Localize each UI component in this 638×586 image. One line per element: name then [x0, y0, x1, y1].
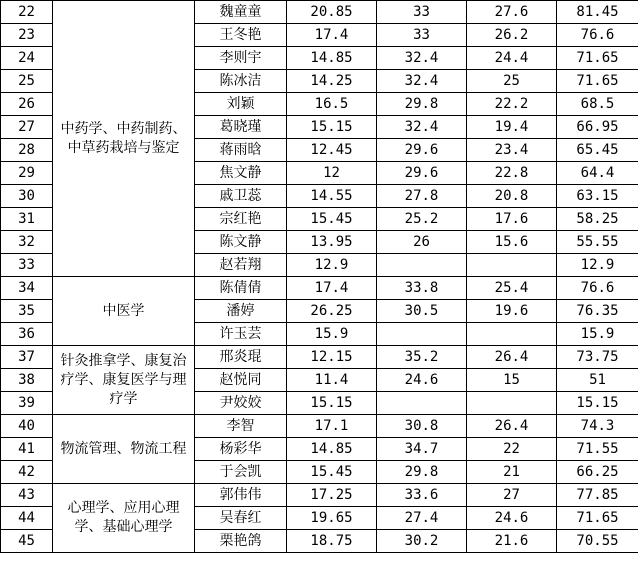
- score2-cell: 32.4: [377, 47, 467, 70]
- score2-cell: 27.8: [377, 185, 467, 208]
- score3-cell: 21.6: [467, 530, 557, 553]
- name-cell: 陈文静: [195, 231, 287, 254]
- score3-cell: 22.2: [467, 93, 557, 116]
- name-cell: 邢炎琨: [195, 346, 287, 369]
- row-number-cell: 33: [1, 254, 53, 277]
- total-cell: 71.65: [557, 47, 638, 70]
- name-cell: 赵若翔: [195, 254, 287, 277]
- score1-cell: 17.4: [287, 277, 377, 300]
- score1-cell: 17.25: [287, 484, 377, 507]
- score2-cell: 24.6: [377, 369, 467, 392]
- score1-cell: 14.55: [287, 185, 377, 208]
- score1-cell: 15.15: [287, 392, 377, 415]
- row-number-cell: 40: [1, 415, 53, 438]
- score2-cell: 30.8: [377, 415, 467, 438]
- row-number-cell: 26: [1, 93, 53, 116]
- score3-cell: [467, 323, 557, 346]
- score3-cell: 21: [467, 461, 557, 484]
- row-number-cell: 29: [1, 162, 53, 185]
- score3-cell: 26.4: [467, 415, 557, 438]
- score2-cell: 35.2: [377, 346, 467, 369]
- row-number-cell: 25: [1, 70, 53, 93]
- row-number-cell: 27: [1, 116, 53, 139]
- row-number-cell: 45: [1, 530, 53, 553]
- total-cell: 71.55: [557, 438, 638, 461]
- row-number-cell: 22: [1, 1, 53, 24]
- total-cell: 55.55: [557, 231, 638, 254]
- score2-cell: 32.4: [377, 70, 467, 93]
- row-number-cell: 35: [1, 300, 53, 323]
- score2-cell: 29.6: [377, 139, 467, 162]
- total-cell: 71.65: [557, 70, 638, 93]
- score1-cell: 15.45: [287, 461, 377, 484]
- name-cell: 焦文静: [195, 162, 287, 185]
- name-cell: 尹姣姣: [195, 392, 287, 415]
- name-cell: 王冬艳: [195, 24, 287, 47]
- score3-cell: 27: [467, 484, 557, 507]
- table-body: [1, 1, 638, 553]
- score3-cell: 17.6: [467, 208, 557, 231]
- score1-cell: 15.45: [287, 208, 377, 231]
- score2-cell: 29.8: [377, 93, 467, 116]
- name-cell: 郭伟伟: [195, 484, 287, 507]
- row-number-cell: 30: [1, 185, 53, 208]
- name-cell: 戚卫蕊: [195, 185, 287, 208]
- name-cell: 潘婷: [195, 300, 287, 323]
- total-cell: 81.45: [557, 1, 638, 24]
- major-cell: 中药学、中药制药、中草药栽培与鉴定: [53, 1, 195, 277]
- name-cell: 吴春红: [195, 507, 287, 530]
- score2-cell: 33.8: [377, 277, 467, 300]
- score1-cell: 15.15: [287, 116, 377, 139]
- score1-cell: 14.85: [287, 438, 377, 461]
- score3-cell: 19.6: [467, 300, 557, 323]
- row-number-cell: 28: [1, 139, 53, 162]
- score1-cell: 12.15: [287, 346, 377, 369]
- score2-cell: 29.6: [377, 162, 467, 185]
- score2-cell: 26: [377, 231, 467, 254]
- score1-cell: 16.5: [287, 93, 377, 116]
- score2-cell: 34.7: [377, 438, 467, 461]
- name-cell: 李则宇: [195, 47, 287, 70]
- major-cell: 物流管理、物流工程: [53, 415, 195, 484]
- row-number-cell: 41: [1, 438, 53, 461]
- name-cell: 陈倩倩: [195, 277, 287, 300]
- score3-cell: 26.4: [467, 346, 557, 369]
- row-number-cell: 23: [1, 24, 53, 47]
- score3-cell: [467, 254, 557, 277]
- score1-cell: 12.9: [287, 254, 377, 277]
- score2-cell: [377, 254, 467, 277]
- row-number-cell: 32: [1, 231, 53, 254]
- table-row: [1, 346, 638, 369]
- score2-cell: 33: [377, 24, 467, 47]
- score2-cell: [377, 392, 467, 415]
- name-cell: 赵悦同: [195, 369, 287, 392]
- total-cell: 76.6: [557, 24, 638, 47]
- total-cell: 68.5: [557, 93, 638, 116]
- score1-cell: 11.4: [287, 369, 377, 392]
- score3-cell: 15.6: [467, 231, 557, 254]
- name-cell: 刘颖: [195, 93, 287, 116]
- score2-cell: 27.4: [377, 507, 467, 530]
- name-cell: 宗红艳: [195, 208, 287, 231]
- score1-cell: 13.95: [287, 231, 377, 254]
- score1-cell: 19.65: [287, 507, 377, 530]
- score3-cell: 27.6: [467, 1, 557, 24]
- row-number-cell: 34: [1, 277, 53, 300]
- major-cell: 中医学: [53, 277, 195, 346]
- score3-cell: 25: [467, 70, 557, 93]
- row-number-cell: 39: [1, 392, 53, 415]
- row-number-cell: 37: [1, 346, 53, 369]
- table-row: [1, 1, 638, 24]
- score2-cell: 33: [377, 1, 467, 24]
- score2-cell: 25.2: [377, 208, 467, 231]
- row-number-cell: 43: [1, 484, 53, 507]
- total-cell: 74.3: [557, 415, 638, 438]
- row-number-cell: 24: [1, 47, 53, 70]
- table-row: [1, 277, 638, 300]
- total-cell: 70.55: [557, 530, 638, 553]
- total-cell: 73.75: [557, 346, 638, 369]
- score3-cell: 23.4: [467, 139, 557, 162]
- score2-cell: [377, 323, 467, 346]
- name-cell: 魏童童: [195, 1, 287, 24]
- name-cell: 蒋雨晗: [195, 139, 287, 162]
- major-cell: 心理学、应用心理学、基础心理学: [53, 484, 195, 553]
- score1-cell: 17.1: [287, 415, 377, 438]
- total-cell: 12.9: [557, 254, 638, 277]
- total-cell: 77.85: [557, 484, 638, 507]
- score1-cell: 12: [287, 162, 377, 185]
- score2-cell: 29.8: [377, 461, 467, 484]
- score1-cell: 14.25: [287, 70, 377, 93]
- score1-cell: 18.75: [287, 530, 377, 553]
- score1-cell: 14.85: [287, 47, 377, 70]
- score1-cell: 15.9: [287, 323, 377, 346]
- score3-cell: 26.2: [467, 24, 557, 47]
- score3-cell: 15: [467, 369, 557, 392]
- row-number-cell: 31: [1, 208, 53, 231]
- table-row: [1, 415, 638, 438]
- total-cell: 66.25: [557, 461, 638, 484]
- score1-cell: 20.85: [287, 1, 377, 24]
- table-row: [1, 484, 638, 507]
- score2-cell: 33.6: [377, 484, 467, 507]
- score1-cell: 12.45: [287, 139, 377, 162]
- total-cell: 71.65: [557, 507, 638, 530]
- total-cell: 64.4: [557, 162, 638, 185]
- name-cell: 陈冰洁: [195, 70, 287, 93]
- score3-cell: 20.8: [467, 185, 557, 208]
- score2-cell: 30.2: [377, 530, 467, 553]
- name-cell: 许玉芸: [195, 323, 287, 346]
- total-cell: 51: [557, 369, 638, 392]
- total-cell: 76.35: [557, 300, 638, 323]
- score3-cell: 24.4: [467, 47, 557, 70]
- row-number-cell: 42: [1, 461, 53, 484]
- row-number-cell: 36: [1, 323, 53, 346]
- score3-cell: 22.8: [467, 162, 557, 185]
- total-cell: 15.9: [557, 323, 638, 346]
- score2-cell: 32.4: [377, 116, 467, 139]
- score1-cell: 17.4: [287, 24, 377, 47]
- name-cell: 葛晓瑾: [195, 116, 287, 139]
- total-cell: 66.95: [557, 116, 638, 139]
- score3-cell: 22: [467, 438, 557, 461]
- name-cell: 于会凯: [195, 461, 287, 484]
- score3-cell: 24.6: [467, 507, 557, 530]
- name-cell: 李智: [195, 415, 287, 438]
- name-cell: 栗艳鸽: [195, 530, 287, 553]
- name-cell: 杨彩华: [195, 438, 287, 461]
- row-number-cell: 44: [1, 507, 53, 530]
- major-cell: 针灸推拿学、康复治疗学、康复医学与理疗学: [53, 346, 195, 415]
- total-cell: 65.45: [557, 139, 638, 162]
- total-cell: 63.15: [557, 185, 638, 208]
- score2-cell: 30.5: [377, 300, 467, 323]
- score3-cell: 19.4: [467, 116, 557, 139]
- row-number-cell: 38: [1, 369, 53, 392]
- total-cell: 76.6: [557, 277, 638, 300]
- total-cell: 15.15: [557, 392, 638, 415]
- total-cell: 58.25: [557, 208, 638, 231]
- score3-cell: [467, 392, 557, 415]
- score1-cell: 26.25: [287, 300, 377, 323]
- score3-cell: 25.4: [467, 277, 557, 300]
